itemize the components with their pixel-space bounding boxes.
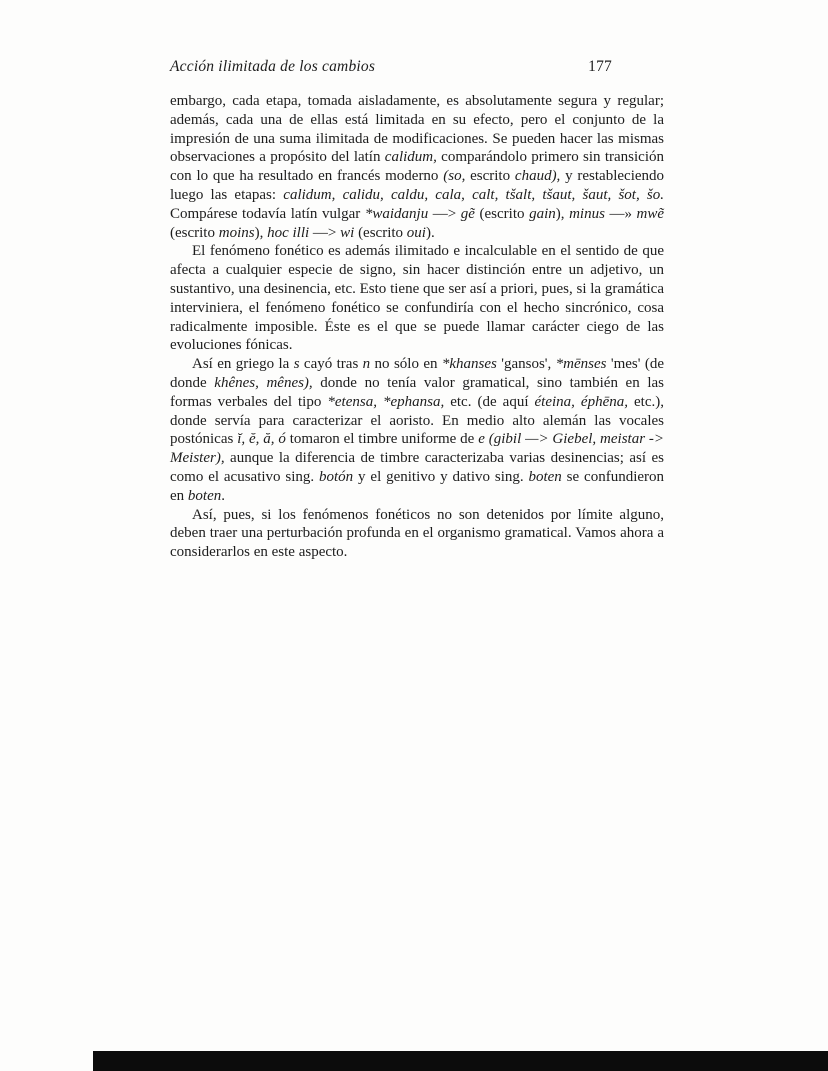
text-run: tomaron el timbre uniforme de [285,431,479,448]
italic-run: oui [406,224,426,241]
text-run: Así en griego la [192,356,294,373]
text-run: ), [254,224,268,241]
paragraph [170,242,664,355]
text-run: (escrito [170,224,219,241]
italic-run: éteina, éphēna, [534,393,628,410]
running-header [170,58,612,76]
italic-run: *khanses [441,356,497,373]
text-run: embargo, cada etapa, tomada aisladamente, es absolutamente segura y regular; además, cada una de ellas está limitada en su efecto, pero el conjunto de la impresión de una suma ilimitada de modificaciones. Se pueden hacer las mismas observaciones a propósito del latín [170,93,664,166]
italic-run: hoc illi [267,224,310,241]
text-run: se confundieron en [170,468,665,504]
text-run: . [221,487,225,504]
italic-run: mwẽ [636,205,665,222]
italic-run: gain [529,205,556,222]
italic-run: botón [319,468,354,485]
italic-run: gẽ [460,205,475,222]
body-text [170,92,664,562]
running-title: Acción ilimitada de los cambios [170,58,376,75]
italic-run: moins [218,224,255,241]
text-run: —» [604,205,637,222]
italic-run: *waidanju [364,205,429,222]
text-run: etc. (de aquí [444,393,535,410]
text-run: cayó tras [299,356,363,373]
italic-run: calidum, calidu, caldu, cala, calt, tšalt, tšaut, šaut, šot, šo. [283,186,664,203]
text-run: comparándolo primero sin transición con lo que ha resultado en francés moderno [170,149,664,185]
text-run: —> [428,205,461,222]
text-run: 'mes' (de donde [170,356,664,391]
italic-run: (so, [443,168,466,185]
paragraph [170,92,664,242]
italic-run: e (gibil —> Giebel, meistar -> Meister), [170,431,665,467]
italic-run: boten [528,468,562,485]
text-run: 'gansos', [496,356,556,373]
italic-run: s [293,356,300,373]
text-run: y el genitivo y dativo sing. [353,468,529,485]
italic-run: ĭ, ĕ, ă, ó [237,431,286,448]
italic-run: khênes, mênes), [214,374,313,391]
text-run: (escrito [474,205,530,222]
text-run: donde no tenía valor gramatical, sino también en las formas verbales del tipo [170,374,664,410]
scan-artifact-bar [93,1051,828,1071]
italic-run: calidum, [384,149,437,166]
text-run: etc.), donde servía para caracterizar el aoristo. En medio alto alemán las vocales postónicas [170,393,664,448]
text-run: El fenómeno fonético es además ilimitado e incalculable en el sentido de que afecta a cualquier especie de signo, sin hacer distinción entre un adjetivo, un sustantivo, una desinencia, etc. Esto tiene que ser así a priori, pues, si la gramática interviniera, el fenómeno fonético se confundiría con el hecho sincrónico, cosa radicalmente imposible. Éste es el que se puede llamar carácter ciego de las evoluciones fónicas. [170,243,664,354]
text-run: Compárese todavía latín vulgar [170,205,365,222]
italic-run: boten [187,487,222,504]
paragraph [170,506,664,562]
italic-run: minus [569,205,605,222]
text-run: ). [425,224,435,241]
page-number: 177 [588,58,612,75]
italic-run: n [362,356,371,373]
text-run: ), [555,205,570,222]
text-run: Así, pues, si los fenómenos fonéticos no son detenidos por límite alguno, deben traer una perturbación profunda en el organismo gramatical. Vamos ahora a considerarlos en este aspecto. [170,506,664,561]
text-run: aunque la diferencia de timbre caracterizaba varias desinencias; así es como el acusativo sing. [170,450,664,485]
text-run: no sólo en [370,356,442,373]
text-run: escrito [465,168,515,185]
italic-run: *mēnses [555,356,607,373]
text-run: y restableciendo luego las etapas: [170,168,665,203]
text-run: —> [309,224,341,241]
italic-run: chaud), [514,168,561,185]
paragraph [170,355,664,505]
italic-run: wi [340,224,355,241]
text-run: (escrito [354,224,407,241]
italic-run: *etensa, *ephansa, [327,393,445,410]
